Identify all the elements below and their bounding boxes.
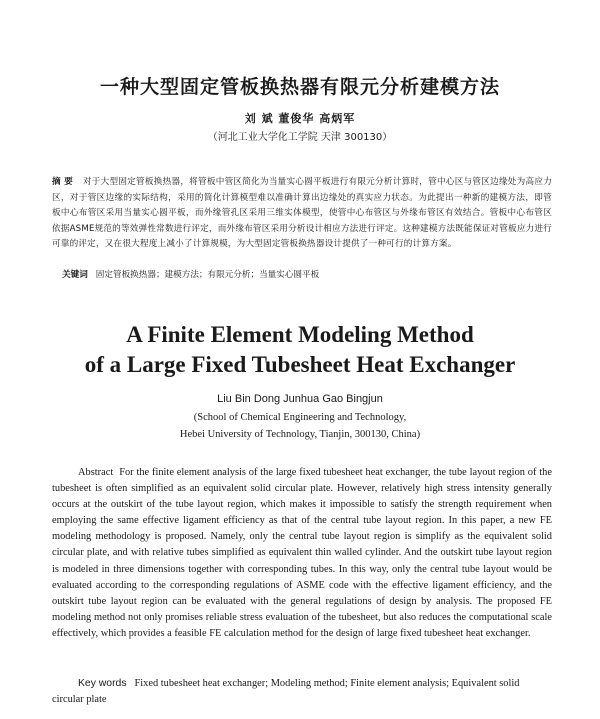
english-authors: Liu Bin Dong Junhua Gao Bingjun: [217, 393, 383, 405]
chinese-abstract: [52, 175, 552, 253]
chinese-keywords-text: 固定管板换热器；建模方法；有限元分析；当量实心圆平板: [95, 270, 320, 280]
english-affiliation-line-1: (School of Chemical Engineering and Technology,: [193, 412, 407, 423]
chinese-authors: 刘 斌 董俊华 高炳军: [244, 112, 356, 125]
english-keywords-text: Fixed tubesheet heat exchanger; Modeling method; Finite element analysis; Equivalent solid circular plate: [52, 678, 520, 705]
chinese-abstract-text: 对于大型固定管板换热器，将管板中管区简化为当量实心圆平板进行有限元分析计算时，管中心区与管区边缘处为高应力区，对于管区边缘的实际结构，采用的简化计算模型难以准确计算出边缘处的真实应力状态。为此提出一种新的建模方法，即管板中心布管区采用当量实心圆平板，而外缘管孔区采用三维实体模型，使管中心布管区与外缘布管区有效结合。管板中心布管区依据ASME规范的等效弹性常数进行评定，而外缘布管区采用分析设计相应方法进行评定。这种建模方法既能保证对管板应力进行可靠的评定，又在很大程度上减小了计算规模，为大型固定管板换热器设计提供了一种可行的计算方案。: [52, 177, 552, 249]
english-abstract-label: Abstract: [78, 467, 114, 478]
english-abstract: [52, 465, 552, 642]
chinese-keywords-label: 关键词: [62, 270, 88, 280]
english-title: [0, 320, 600, 380]
chinese-affiliation: （河北工业大学化工学院 天津 300130）: [207, 132, 393, 143]
english-keywords: [52, 676, 552, 708]
english-keywords-label: Key words: [78, 678, 127, 689]
chinese-title: 一种大型固定管板换热器有限元分析建模方法: [99, 76, 500, 98]
english-title-line-1: A Finite Element Modeling Method: [126, 322, 474, 347]
chinese-abstract-label: 摘 要: [52, 177, 73, 187]
english-abstract-text: For the finite element analysis of the large fixed tubesheet heat exchanger, the tube layout region of the tubesheet is often simplified as an equivalent solid circular plate. However, relatively high stress intensity generally occurs at the outskirt of the tube layout region, which makes it impossible to satisfy the strength requirement when employing the same effective ligament efficiency as that of the central tube layout region. In this paper, a new FE modeling methodology is proposed. Namely, only the central tube layout region is simplify as the equivalent solid circular plate, and with relative tubes simplified as equivalent thin walled cylinder. And the outskirt tube layout region is modeled in three dimensions together with corresponding tubes. In this way, only the central tube layout would be evaluated according to the corresponding regulations of ASME code with the effective ligament efficiency, and the outskirt tube layout region can be evaluated with the general regulations of design by analysis. The proposed FE modeling method not only promises reliable stress evaluation of the tubesheet, but also reduces the computational scale effectively, which provides a feasible FE calculation method for the design of large fixed tubesheet heat exchanger.: [52, 467, 552, 639]
english-title-line-2: of a Large Fixed Tubesheet Heat Exchanger: [84, 352, 516, 377]
chinese-keywords: [62, 268, 552, 282]
english-affiliation: [0, 409, 600, 443]
english-affiliation-line-2: Hebei University of Technology, Tianjin, 300130, China): [179, 429, 421, 440]
